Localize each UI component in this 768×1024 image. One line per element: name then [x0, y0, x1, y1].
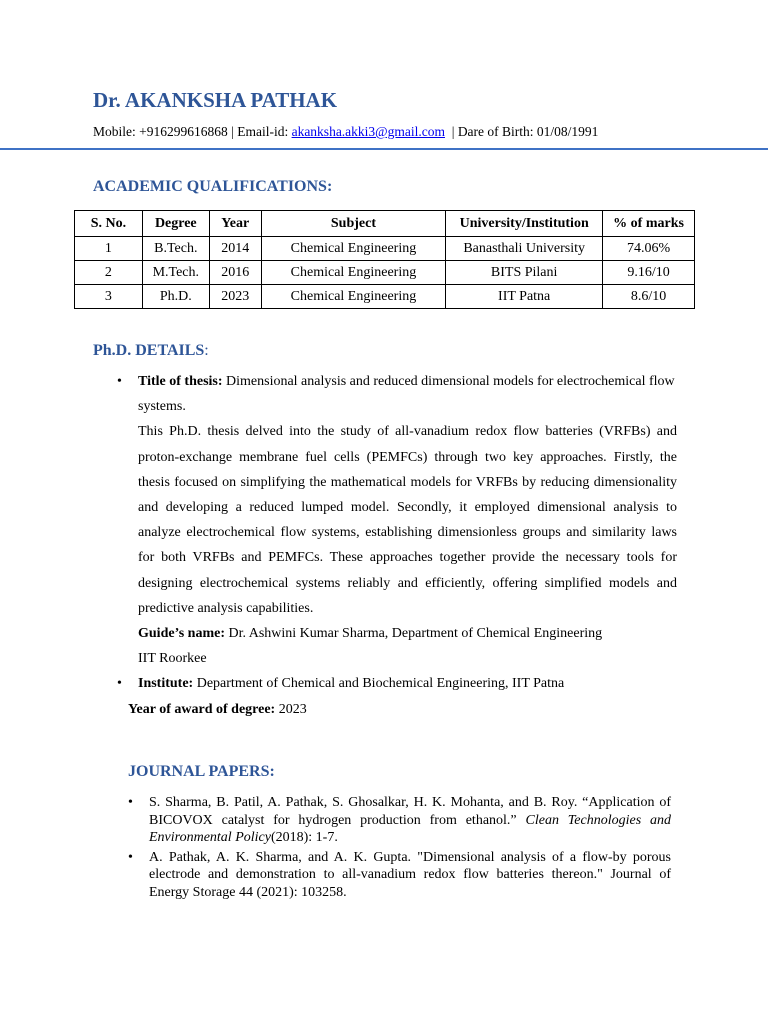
email-label: Email-id:	[237, 124, 289, 139]
table-row	[75, 261, 695, 285]
list-item	[128, 794, 671, 847]
table-cell: Chemical Engineering	[261, 237, 446, 261]
phd-heading-colon: :	[204, 342, 209, 359]
thesis-title: Dimensional analysis and reduced dimensional models for electrochemical flow systems.	[138, 374, 675, 415]
guide-name: Dr. Ashwini Kumar Sharma, Department of Chemical Engineering	[228, 626, 603, 642]
qualifications-table	[74, 210, 695, 309]
candidate-name: Dr. AKANKSHA PATHAK	[93, 88, 338, 112]
thesis-label: Title of thesis:	[138, 374, 223, 389]
guide-institute: IIT Roorkee	[138, 651, 207, 667]
email-link[interactable]: akanksha.akki3@gmail.com	[291, 124, 445, 139]
mobile-number: +916299616868	[139, 124, 228, 139]
separator: |	[451, 124, 455, 139]
table-cell: 3	[75, 285, 143, 309]
paper-journal: Clean Technologies and Environmental Policy	[149, 812, 672, 845]
thesis-description: This Ph.D. thesis delved into the study of all-vanadium redox flow batteries (VRFBs) and proton-exchange membrane fuel cells (PEMFCs) through two key approaches. Firstly, the thesis focused on simplifying the mathematical models for VRFBs by reducing dimensionality and developing a reduced lumped model. Secondly, it employed dimensional analysis to analyze electrochemical flow systems, establishing dimensionless groups and similarity laws for both VRFBs and PEMFCs. These approaches together provide the necessary tools for designing electrochemical systems reliably and efficiently, offering simplified models and predictive analysis capabilities.	[138, 424, 677, 616]
dob-value: 01/08/1991	[536, 124, 599, 139]
paper-citation: S. Sharma, B. Patil, A. Pathak, S. Ghosalkar, H. K. Mohanta, and B. Roy. “Application of BICOVOX catalyst for hydrogen production from ethanol.”	[149, 795, 671, 828]
journal-heading: JOURNAL PAPERS:	[128, 763, 275, 780]
thesis-item	[117, 369, 677, 671]
bullet-icon: •	[128, 795, 133, 810]
dob-label: Dare of Birth:	[457, 124, 534, 139]
table-header-row	[75, 211, 695, 237]
column-header: University/Institution	[446, 211, 603, 237]
phd-details	[117, 369, 677, 697]
column-header: S. No.	[75, 211, 143, 237]
column-header: % of marks	[603, 211, 695, 237]
column-header: Subject	[261, 211, 446, 237]
table-cell: 8.6/10	[603, 285, 695, 309]
list-item	[128, 849, 671, 902]
table-cell: 2014	[209, 237, 261, 261]
table-cell: Chemical Engineering	[261, 285, 446, 309]
table-cell: BITS Pilani	[446, 261, 603, 285]
bullet-icon: •	[117, 676, 122, 692]
column-header: Degree	[142, 211, 209, 237]
award-year-line	[128, 702, 307, 718]
table-cell: B.Tech.	[142, 237, 209, 261]
column-header: Year	[209, 211, 261, 237]
table-cell: 2023	[209, 285, 261, 309]
bullet-icon: •	[117, 374, 122, 389]
paper-details: (2018): 1-7.	[270, 830, 338, 845]
table-cell: 74.06%	[603, 237, 695, 261]
phd-heading	[93, 342, 209, 360]
award-year-label: Year of award of degree:	[128, 702, 276, 717]
institute-item	[117, 671, 677, 696]
header-divider	[0, 148, 768, 150]
table-cell: Chemical Engineering	[261, 261, 446, 285]
institute-label: Institute:	[138, 676, 194, 692]
award-year-value: 2023	[278, 702, 307, 717]
mobile-label: Mobile:	[93, 124, 136, 139]
bullet-icon: •	[128, 849, 133, 865]
table-cell: Banasthali University	[446, 237, 603, 261]
table-row	[75, 285, 695, 309]
table-cell: Ph.D.	[142, 285, 209, 309]
table-cell: 2	[75, 261, 143, 285]
journal-list	[128, 794, 671, 903]
institute-name: Department of Chemical and Biochemical Engineering, IIT Patna	[196, 676, 565, 692]
separator: |	[231, 124, 234, 139]
academic-heading: ACADEMIC QUALIFICATIONS:	[93, 178, 333, 195]
table-row	[75, 237, 695, 261]
contact-line	[93, 124, 598, 140]
table-cell: M.Tech.	[142, 261, 209, 285]
guide-label: Guide’s name:	[138, 626, 225, 642]
table-cell: IIT Patna	[446, 285, 603, 309]
table-cell: 1	[75, 237, 143, 261]
phd-heading-text: Ph.D. DETAILS	[93, 342, 205, 359]
table-cell: 9.16/10	[603, 261, 695, 285]
table-cell: 2016	[209, 261, 261, 285]
paper-citation: A. Pathak, A. K. Sharma, and A. K. Gupta. "Dimensional analysis of a flow-by porous electrode and demonstration to all-vanadium redox flow batteries thereon." Journal of Energy Storage 44 (2021): 103258.	[149, 849, 671, 900]
